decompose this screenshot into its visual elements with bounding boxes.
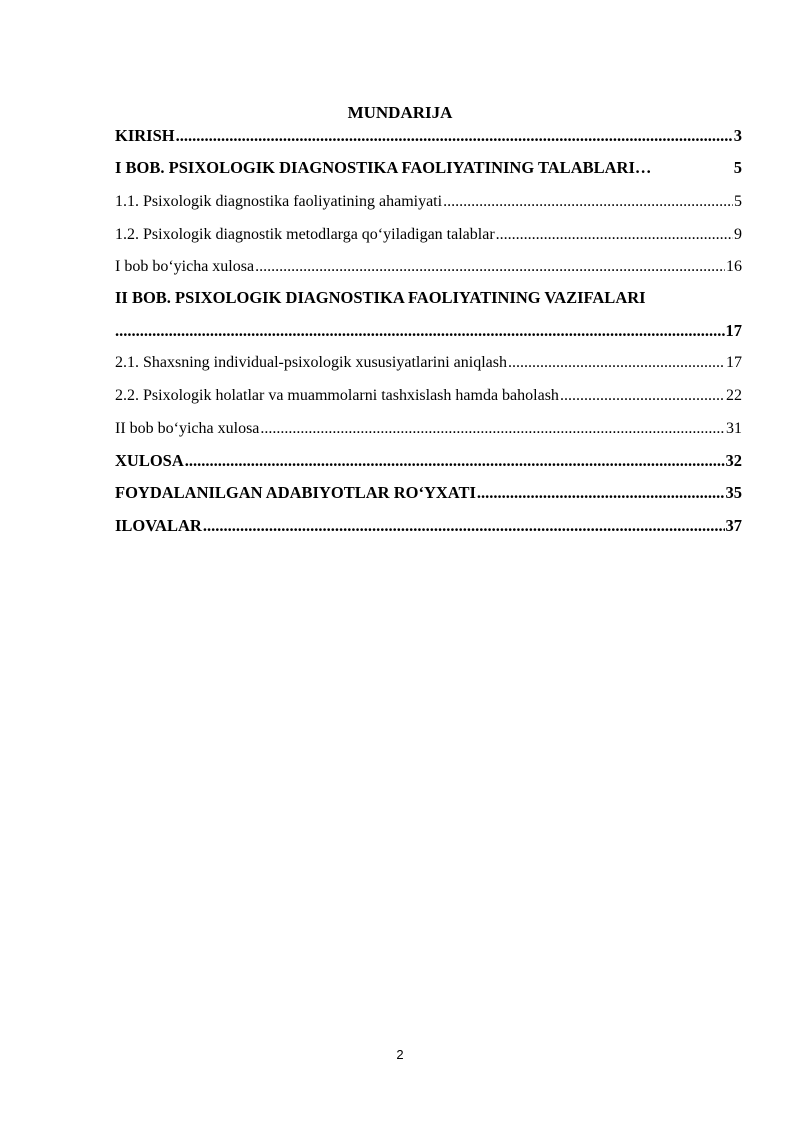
toc-entry-chapter-2-page[interactable]: [115, 320, 742, 342]
toc-entry-page: 16: [726, 258, 742, 275]
toc-leader-dots: [255, 256, 725, 278]
toc-entry-text: 1.2. Psixologik diagnostik metodlarga qo‘yiladigan talablar: [115, 226, 495, 243]
toc-leader-dots: [496, 224, 733, 246]
toc-entry-page: 22: [726, 387, 742, 404]
toc-entry-text: 2.2. Psixologik holatlar va muammolarni tashxislash hamda baholash: [115, 387, 559, 404]
toc-entry-text: KIRISH: [115, 126, 175, 145]
toc-entry-text: II bob bo‘yicha xulosa: [115, 420, 260, 437]
toc-entry-page: 17: [726, 354, 742, 371]
toc-leader-dots: [508, 352, 725, 374]
toc-entry-chapter-2[interactable]: [115, 287, 742, 309]
toc-entry-page: 5: [733, 158, 742, 177]
toc-entry-page: 37: [725, 516, 742, 535]
toc-leader-dots: [115, 320, 725, 342]
toc-entry-page: 5: [734, 193, 742, 210]
page-number: 2: [396, 1047, 404, 1062]
toc-entry-1-1[interactable]: [115, 191, 742, 213]
toc-entry-page: 32: [725, 451, 742, 470]
toc-leader-dots: [203, 515, 725, 537]
toc-entry-text: 1.1. Psixologik diagnostika faoliyatining ahamiyati: [115, 193, 443, 210]
toc-entry-text: XULOSA: [115, 451, 184, 470]
toc-entry-text: II BOB. PSIXOLOGIK DIAGNOSTIKA FAOLIYATINING VAZIFALARI: [115, 288, 646, 307]
toc-entry-page: 31: [726, 420, 742, 437]
toc-entry-text: ILOVALAR: [115, 516, 202, 535]
toc-entry-page: 3: [733, 126, 742, 145]
toc-leader-dots: [176, 125, 733, 147]
toc-title: MUNDARIJA: [347, 103, 453, 122]
toc-entry-text: 2.1. Shaxsning individual-psixologik xususiyatlarini aniqlash: [115, 354, 507, 371]
toc-entry-page: 35: [725, 483, 742, 502]
toc-entry-ilovalar[interactable]: [115, 515, 742, 537]
toc-leader-dots: [260, 418, 725, 440]
toc-leader-dots: [560, 385, 725, 407]
toc-entry-xulosa[interactable]: [115, 450, 742, 472]
toc-entry-1-2[interactable]: [115, 224, 742, 246]
toc-entry-text: I bob bo‘yicha xulosa: [115, 258, 255, 275]
toc-entry-2-1[interactable]: [115, 352, 742, 374]
toc-entry-2-2[interactable]: [115, 385, 742, 407]
toc-leader-dots: [477, 482, 725, 504]
toc-entry-references[interactable]: [115, 482, 742, 504]
toc-entry-kirish[interactable]: [115, 125, 742, 147]
toc-leader-dots: [443, 191, 733, 213]
toc-entry-page: 9: [734, 226, 742, 243]
toc-entry-chapter-1-summary[interactable]: [115, 256, 742, 278]
toc-entry-chapter-1[interactable]: [115, 157, 742, 179]
toc-entry-page: 17: [725, 321, 742, 340]
toc-entry-text: I BOB. PSIXOLOGIK DIAGNOSTIKA FAOLIYATINING TALABLARI…: [115, 158, 652, 177]
toc-leader-dots: [185, 450, 725, 472]
toc-entry-text: FOYDALANILGAN ADABIYOTLAR RO‘YXATI: [115, 483, 476, 502]
toc-entry-chapter-2-summary[interactable]: [115, 418, 742, 440]
